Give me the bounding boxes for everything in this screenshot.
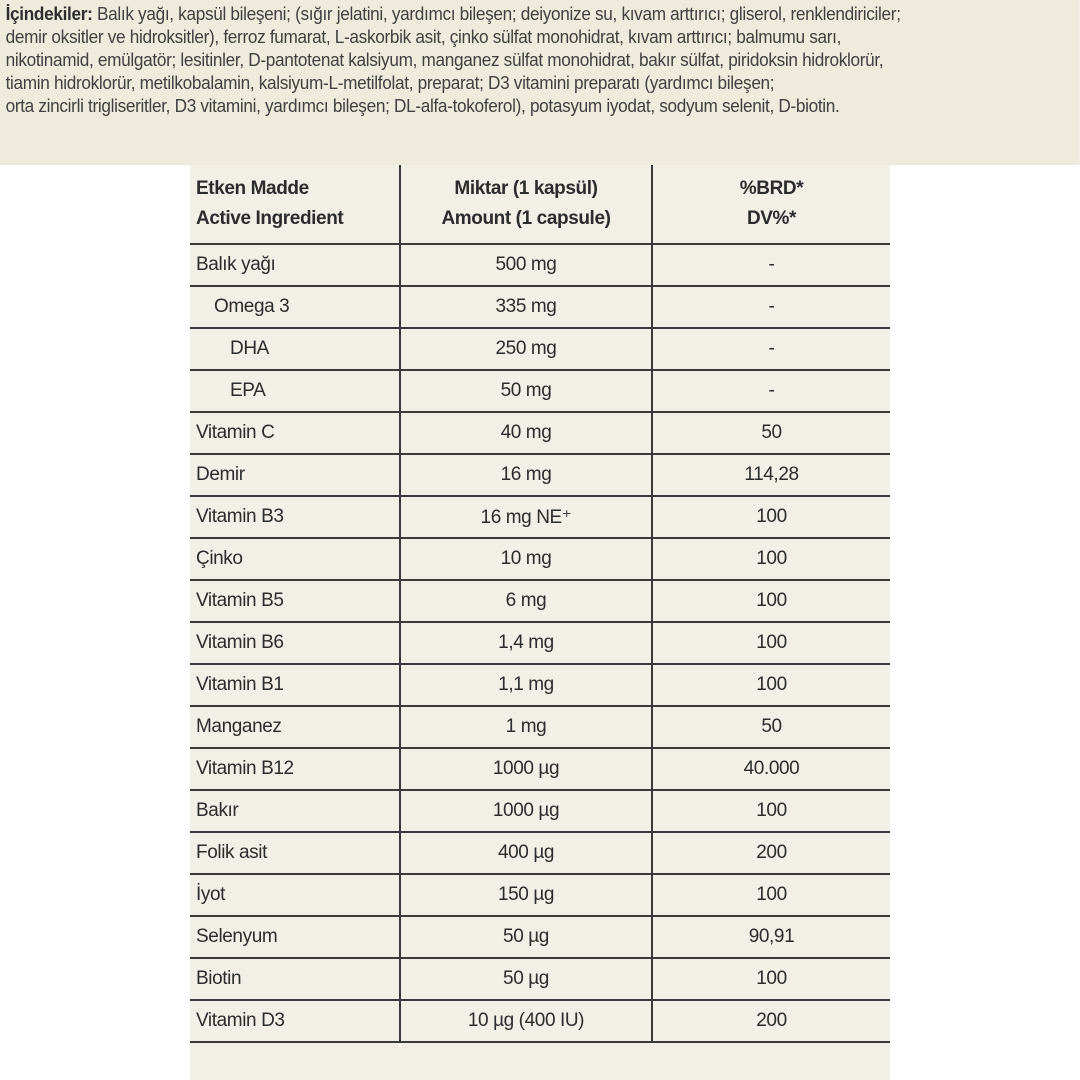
amount-cell: 40 mg xyxy=(400,412,652,454)
ingredients-line: orta zincirli trigliseritler, D3 vitamini, yardımcı bileşen; DL-alfa-tokoferol), potasyum iyodat, sodyum selenit, D-biotin. xyxy=(5,95,840,116)
dv-cell: 100 xyxy=(652,664,890,706)
table-row xyxy=(190,328,890,370)
table-row xyxy=(190,958,890,1000)
amount-cell: 10 mg xyxy=(400,538,652,580)
ingredient-name-cell: Biotin xyxy=(190,958,400,1000)
ingredient-name-cell: Omega 3 xyxy=(190,286,400,328)
table-row xyxy=(190,748,890,790)
ingredient-name-cell: Çinko xyxy=(190,538,400,580)
dv-cell: 100 xyxy=(652,622,890,664)
header-amount xyxy=(400,165,652,244)
table-row xyxy=(190,580,890,622)
ingredients-line: tiamin hidroklorür, metilkobalamin, kalsiyum-L-metilfolat, preparat; D3 vitamini preparatı (yardımcı bileşen; xyxy=(5,72,775,93)
ingredient-name-cell: Vitamin B6 xyxy=(190,622,400,664)
amount-cell: 10 µg (400 IU) xyxy=(400,1000,652,1042)
ingredients-text xyxy=(0,0,1079,165)
table-row xyxy=(190,622,890,664)
nutrition-panel xyxy=(190,165,890,1080)
header-ingredient-en: Active Ingredient xyxy=(196,208,344,229)
dv-cell: 200 xyxy=(652,832,890,874)
table-header-row xyxy=(190,165,890,244)
header-amount-tr: Miktar (1 kapsül) xyxy=(454,178,598,199)
dv-cell: 100 xyxy=(652,958,890,1000)
table-row xyxy=(190,454,890,496)
ingredient-name-cell: Folik asit xyxy=(190,832,400,874)
amount-cell: 335 mg xyxy=(400,286,652,328)
dv-cell: - xyxy=(652,286,890,328)
ingredient-name-cell: Vitamin B3 xyxy=(190,496,400,538)
amount-cell: 150 µg xyxy=(400,874,652,916)
amount-cell: 50 µg xyxy=(400,916,652,958)
dv-cell: 90,91 xyxy=(652,916,890,958)
table-row xyxy=(190,916,890,958)
dv-cell: 50 xyxy=(652,412,890,454)
dv-cell: 50 xyxy=(652,706,890,748)
dv-cell: 114,28 xyxy=(652,454,890,496)
ingredient-name-cell: İyot xyxy=(190,874,400,916)
table-row xyxy=(190,1000,890,1042)
table-row xyxy=(190,790,890,832)
ingredients-line: nikotinamid, emülgatör; lesitinler, D-pantotenat kalsiyum, manganez sülfat monohidrat, bakır sülfat, piridoksin hidroklorür, xyxy=(5,49,884,70)
dv-cell: - xyxy=(652,370,890,412)
nutrition-table xyxy=(190,165,890,1043)
table-row xyxy=(190,538,890,580)
header-ingredient xyxy=(190,165,400,244)
dv-cell: 100 xyxy=(652,496,890,538)
amount-cell: 50 µg xyxy=(400,958,652,1000)
amount-cell: 6 mg xyxy=(400,580,652,622)
dv-cell: 100 xyxy=(652,580,890,622)
table-row xyxy=(190,244,890,286)
amount-cell: 50 mg xyxy=(400,370,652,412)
amount-cell: 500 mg xyxy=(400,244,652,286)
ingredient-name-cell: Balık yağı xyxy=(190,244,400,286)
ingredient-name-cell: Vitamin B1 xyxy=(190,664,400,706)
table-row xyxy=(190,664,890,706)
table-row xyxy=(190,832,890,874)
ingredient-name-cell: Vitamin B5 xyxy=(190,580,400,622)
header-dv xyxy=(652,165,890,244)
ingredient-name-cell: Selenyum xyxy=(190,916,400,958)
table-row xyxy=(190,412,890,454)
amount-cell: 1 mg xyxy=(400,706,652,748)
dv-cell: - xyxy=(652,328,890,370)
table-row xyxy=(190,874,890,916)
ingredients-line xyxy=(6,2,1074,25)
amount-cell: 1000 µg xyxy=(400,748,652,790)
amount-cell: 400 µg xyxy=(400,832,652,874)
ingredient-name-cell: Vitamin D3 xyxy=(190,1000,400,1042)
amount-cell: 250 mg xyxy=(400,328,652,370)
ingredients-line-text: Balık yağı, kapsül bileşeni; (sığır jelatini, yardımcı bileşen; deiyonize su, kıvam arttırıcı; gliserol, renklendiriciler; xyxy=(92,3,901,24)
amount-cell: 16 mg NE⁺ xyxy=(400,496,652,538)
ingredient-name-cell: Bakır xyxy=(190,790,400,832)
header-ingredient-tr: Etken Madde xyxy=(196,178,309,199)
dv-cell: 100 xyxy=(652,538,890,580)
table-row xyxy=(190,286,890,328)
ingredient-name-cell: Demir xyxy=(190,454,400,496)
header-amount-en: Amount (1 capsule) xyxy=(441,208,611,229)
table-row xyxy=(190,496,890,538)
ingredient-name-cell: Vitamin C xyxy=(190,412,400,454)
ingredient-name-cell: Vitamin B12 xyxy=(190,748,400,790)
dv-cell: - xyxy=(652,244,890,286)
amount-cell: 1,1 mg xyxy=(400,664,652,706)
dv-cell: 200 xyxy=(652,1000,890,1042)
header-dv-tr: %BRD* xyxy=(739,178,804,199)
background-right xyxy=(890,165,1080,1080)
table-row xyxy=(190,706,890,748)
dv-cell: 40.000 xyxy=(652,748,890,790)
table-row xyxy=(190,370,890,412)
amount-cell: 1000 µg xyxy=(400,790,652,832)
dv-cell: 100 xyxy=(652,790,890,832)
amount-cell: 16 mg xyxy=(400,454,652,496)
ingredient-name-cell: DHA xyxy=(190,328,400,370)
ingredient-name-cell: Manganez xyxy=(190,706,400,748)
dv-cell: 100 xyxy=(652,874,890,916)
amount-cell: 1,4 mg xyxy=(400,622,652,664)
ingredients-label: İçindekiler: xyxy=(5,3,93,24)
background-left xyxy=(0,165,190,1080)
ingredients-line: demir oksitler ve hidroksitler), ferroz fumarat, L-askorbik asit, çinko sülfat monohidrat, kıvam arttırıcı; balmumu sarı, xyxy=(5,26,842,47)
ingredient-name-cell: EPA xyxy=(190,370,400,412)
header-dv-en: DV%* xyxy=(746,208,797,229)
